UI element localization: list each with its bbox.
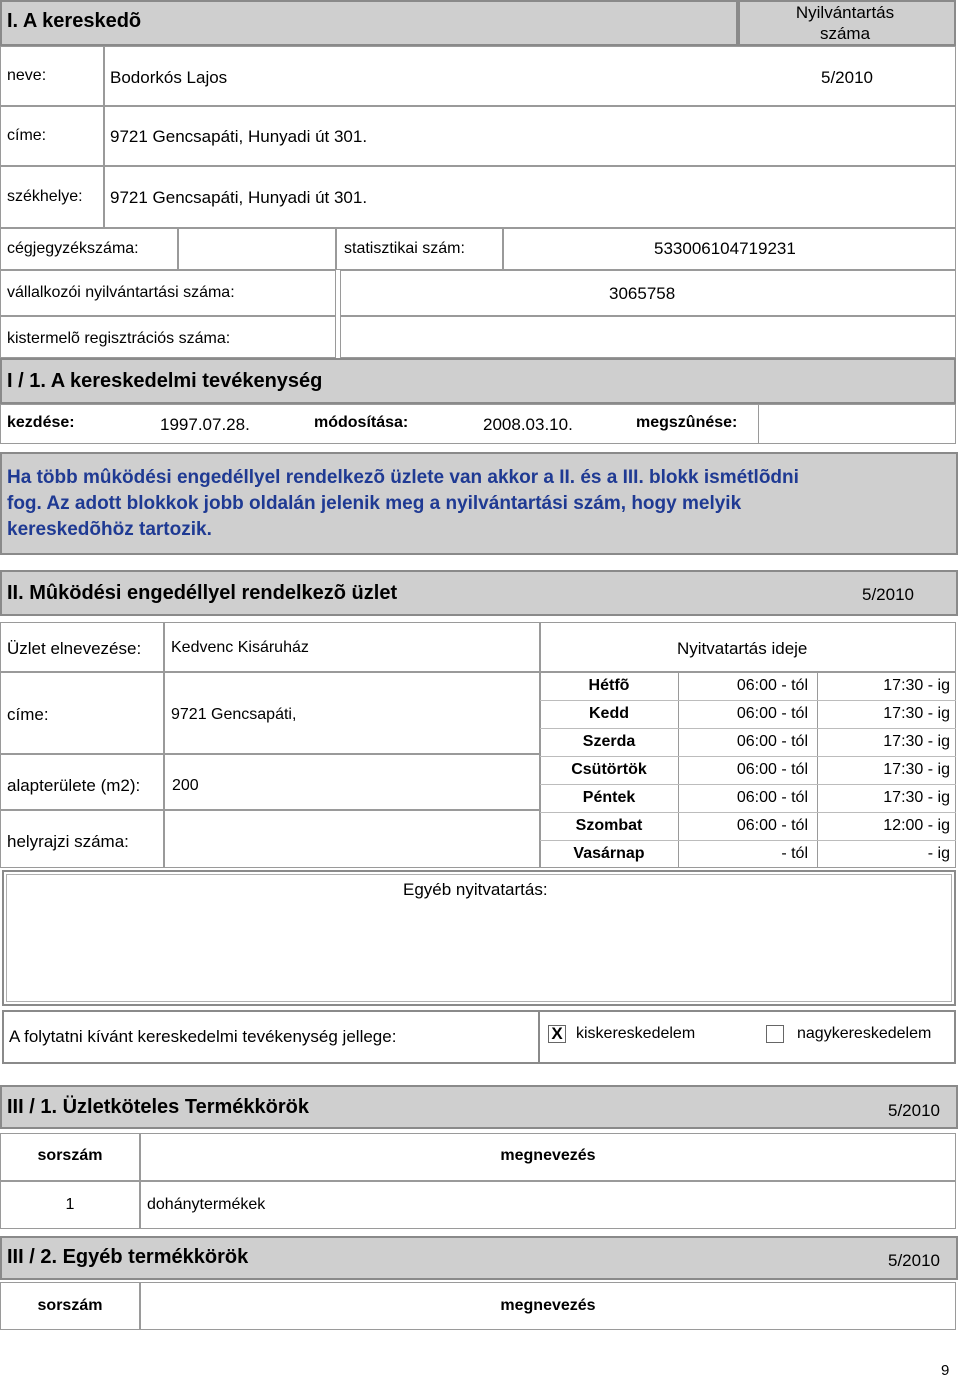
notice-line-3: kereskedõhöz tartozik.	[7, 519, 212, 540]
activity-type-divider	[538, 1010, 540, 1064]
hours-from: 06:00 - tól	[736, 677, 808, 694]
farmer-label: kistermelõ regisztrációs száma:	[7, 330, 231, 347]
product-name: dohánytermékek	[147, 1196, 266, 1213]
other-products-col-name: megnevezés	[500, 1297, 596, 1314]
notice-line-2: fog. Az adott blokkok jobb oldalán jelenik meg a nyilvántartási szám, hogy melyik	[7, 493, 742, 514]
wholesale-checkbox[interactable]	[766, 1025, 784, 1043]
lot-label: helyrajzi száma:	[7, 832, 129, 851]
section1-1-title: I / 1. A kereskedelmi tevékenység	[7, 370, 323, 392]
company-reg-value-cell	[178, 228, 336, 270]
modified-date: 2008.03.10.	[483, 415, 573, 434]
trader-address: 9721 Gencsapáti, Hunyadi út 301.	[110, 127, 368, 146]
hours-from: 06:00 - tól	[736, 789, 808, 806]
hours-day: Szombat	[575, 817, 643, 834]
end-date-cell	[758, 404, 956, 444]
hours-to: - ig	[927, 845, 950, 862]
hours-day: Szerda	[582, 733, 636, 750]
entrepreneur-number: 3065758	[609, 284, 676, 303]
hours-to: 17:30 - ig	[883, 733, 950, 750]
hours-from: - tól	[781, 845, 808, 862]
other-products-col-num: sorszám	[37, 1297, 103, 1314]
retail-checkbox[interactable]: X	[548, 1025, 566, 1043]
reg-number-label: Nyilvántartás száma	[795, 3, 895, 43]
hours-row-line	[540, 756, 956, 757]
hours-title: Nyitvatartás ideje	[677, 639, 808, 658]
hours-to: 17:30 - ig	[883, 677, 950, 694]
seat-label: székhelye:	[7, 188, 83, 205]
end-label: megszûnése:	[636, 414, 738, 431]
company-reg-label: cégjegyzékszáma:	[7, 240, 139, 257]
entrepreneur-label: vállalkozói nyilvántartási száma:	[7, 284, 235, 301]
hours-from: 06:00 - tól	[736, 733, 808, 750]
hours-row-line	[540, 840, 956, 841]
hours-row-line	[540, 812, 956, 813]
products-col-name: megnevezés	[500, 1147, 596, 1164]
hours-day: Hétfõ	[588, 677, 630, 694]
section3-1-title: III / 1. Üzletköteles Termékkörök	[7, 1096, 309, 1118]
hours-day: Kedd	[589, 705, 629, 722]
section3-2-title: III / 2. Egyéb termékkörök	[7, 1246, 249, 1268]
start-date: 1997.07.28.	[160, 415, 250, 434]
other-hours-label: Egyéb nyitvatartás:	[403, 880, 548, 899]
lot-value-cell	[164, 810, 540, 868]
hours-grid-divider-1	[678, 672, 679, 868]
page-number: 9	[941, 1362, 950, 1379]
farmer-value-cell	[340, 316, 956, 358]
section3-2-reg-number: 5/2010	[888, 1251, 940, 1270]
hours-day: Csütörtök	[571, 761, 647, 778]
hours-to: 17:30 - ig	[883, 705, 950, 722]
name-label: neve:	[7, 67, 47, 84]
shop-address-label: címe:	[7, 705, 49, 724]
wholesale-label: nagykereskedelem	[797, 1025, 932, 1042]
address-label: címe:	[7, 127, 47, 144]
notice-line-1: Ha több mûködési engedéllyel rendelkezõ üzlete van akkor a II. és a III. blokk ismétlõdni	[7, 467, 799, 488]
products-col-num: sorszám	[37, 1147, 103, 1164]
hours-day: Vasárnap	[573, 845, 645, 862]
hours-row-line	[540, 700, 956, 701]
product-num: 1	[65, 1196, 75, 1213]
section2-reg-number: 5/2010	[862, 585, 914, 604]
shop-name-label: Üzlet elnevezése:	[7, 639, 142, 658]
reg-number: 5/2010	[821, 68, 873, 87]
start-label: kezdése:	[7, 414, 75, 431]
hours-to: 17:30 - ig	[883, 761, 950, 778]
hours-row-line	[540, 728, 956, 729]
shop-name: Kedvenc Kisáruház	[171, 639, 309, 656]
area-value-cell	[164, 754, 540, 810]
stat-label: statisztikai szám:	[344, 240, 465, 257]
hours-from: 06:00 - tól	[736, 761, 808, 778]
modified-label: módosítása:	[314, 414, 409, 431]
section2-title: II. Mûködési engedéllyel rendelkezõ üzlet	[7, 582, 398, 604]
retail-label: kiskereskedelem	[576, 1025, 696, 1042]
stat-number: 533006104719231	[654, 239, 796, 258]
hours-day: Péntek	[582, 789, 636, 806]
section3-1-reg-number: 5/2010	[888, 1101, 940, 1120]
area-value: 200	[172, 777, 199, 794]
trader-name: Bodorkós Lajos	[110, 68, 228, 87]
hours-to: 12:00 - ig	[883, 817, 950, 834]
hours-from: 06:00 - tól	[736, 817, 808, 834]
hours-to: 17:30 - ig	[883, 789, 950, 806]
shop-address: 9721 Gencsapáti,	[171, 706, 297, 723]
trader-seat: 9721 Gencsapáti, Hunyadi út 301.	[110, 188, 368, 207]
hours-row-line	[540, 784, 956, 785]
section1-title: I. A kereskedõ	[7, 10, 142, 32]
hours-grid-divider-2	[817, 672, 818, 868]
activity-type-label: A folytatni kívánt kereskedelmi tevékenység jellege:	[9, 1027, 397, 1046]
area-label: alapterülete (m2):	[7, 776, 141, 795]
hours-from: 06:00 - tól	[736, 705, 808, 722]
